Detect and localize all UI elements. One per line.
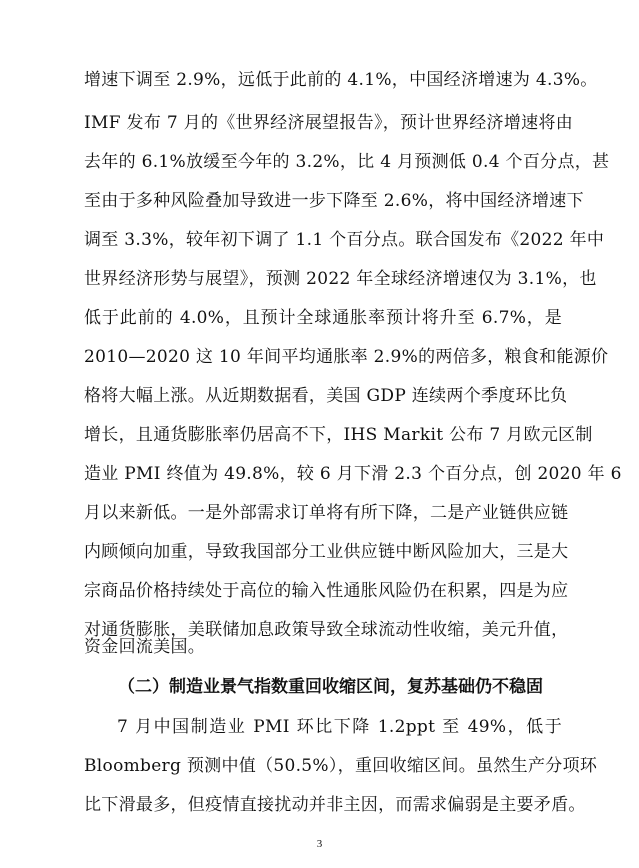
paragraph-line: 至由于多种风险叠加导致进一步下降至 2.6%，将中国经济增速下 <box>84 191 584 211</box>
paragraph-line: 格将大幅上涨。从近期数据看，美国 GDP 连续两个季度环比负 <box>84 386 568 406</box>
paragraph-line: IMF 发布 7 月的《世界经济展望报告》，预计世界经济增速将由 <box>84 113 574 133</box>
paragraph-line: 月以来新低。一是外部需求订单将有所下降，二是产业链供应链 <box>84 503 569 523</box>
paragraph-line: 2010—2020 这 10 年间平均通胀率 2.9%的两倍多，粮食和能源价 <box>84 347 609 367</box>
paragraph-line: 宗商品价格持续处于高位的输入性通胀风险仍在积累，四是为应 <box>84 581 569 601</box>
paragraph-line-indented: 7 月中国制造业 PMI 环比下降 1.2ppt 至 49%，低于 <box>117 717 562 737</box>
paragraph-line: 造业 PMI 终值为 49.8%，较 6 月下滑 2.3 个百分点，创 2020 年 6 <box>84 464 622 484</box>
paragraph-line: 世界经济形势与展望》，预测 2022 年全球经济增速仅为 3.1%，也 <box>84 269 597 289</box>
paragraph-line: Bloomberg 预测中值（50.5%），重回收缩区间。虽然生产分项环 <box>84 756 598 776</box>
paragraph-line: 对通货膨胀，美联储加息政策导致全球流动性收缩，美元升值， <box>84 620 569 640</box>
paragraph-line: 增长，且通货膨胀率仍居高不下，IHS Markit 公布 7 月欧元区制 <box>84 425 593 445</box>
paragraph-line: 比下滑最多，但疫情直接扰动并非主因，而需求偏弱是主要矛盾。 <box>84 795 586 815</box>
paragraph-line: 去年的 6.1%放缓至今年的 3.2%，比 4 月预测低 0.4 个百分点，甚 <box>84 152 610 172</box>
section-heading: （二）制造业景气指数重回收缩区间，复苏基础仍不稳固 <box>118 677 543 697</box>
paragraph-line: 增速下调至 2.9%，远低于此前的 4.1%，中国经济增速为 4.3%。 <box>84 70 598 90</box>
paragraph-line: 调至 3.3%，较年初下调了 1.1 个百分点。联合国发布《2022 年中 <box>84 230 605 250</box>
paragraph-line: 低于此前的 4.0%，且预计全球通胀率预计将升至 6.7%，是 <box>84 308 562 328</box>
page-number: 3 <box>316 838 323 850</box>
paragraph-line-last: 资金回流美国。 <box>84 637 206 657</box>
paragraph-line: 内顾倾向加重，导致我国部分工业供应链中断风险加大，三是大 <box>84 542 569 562</box>
